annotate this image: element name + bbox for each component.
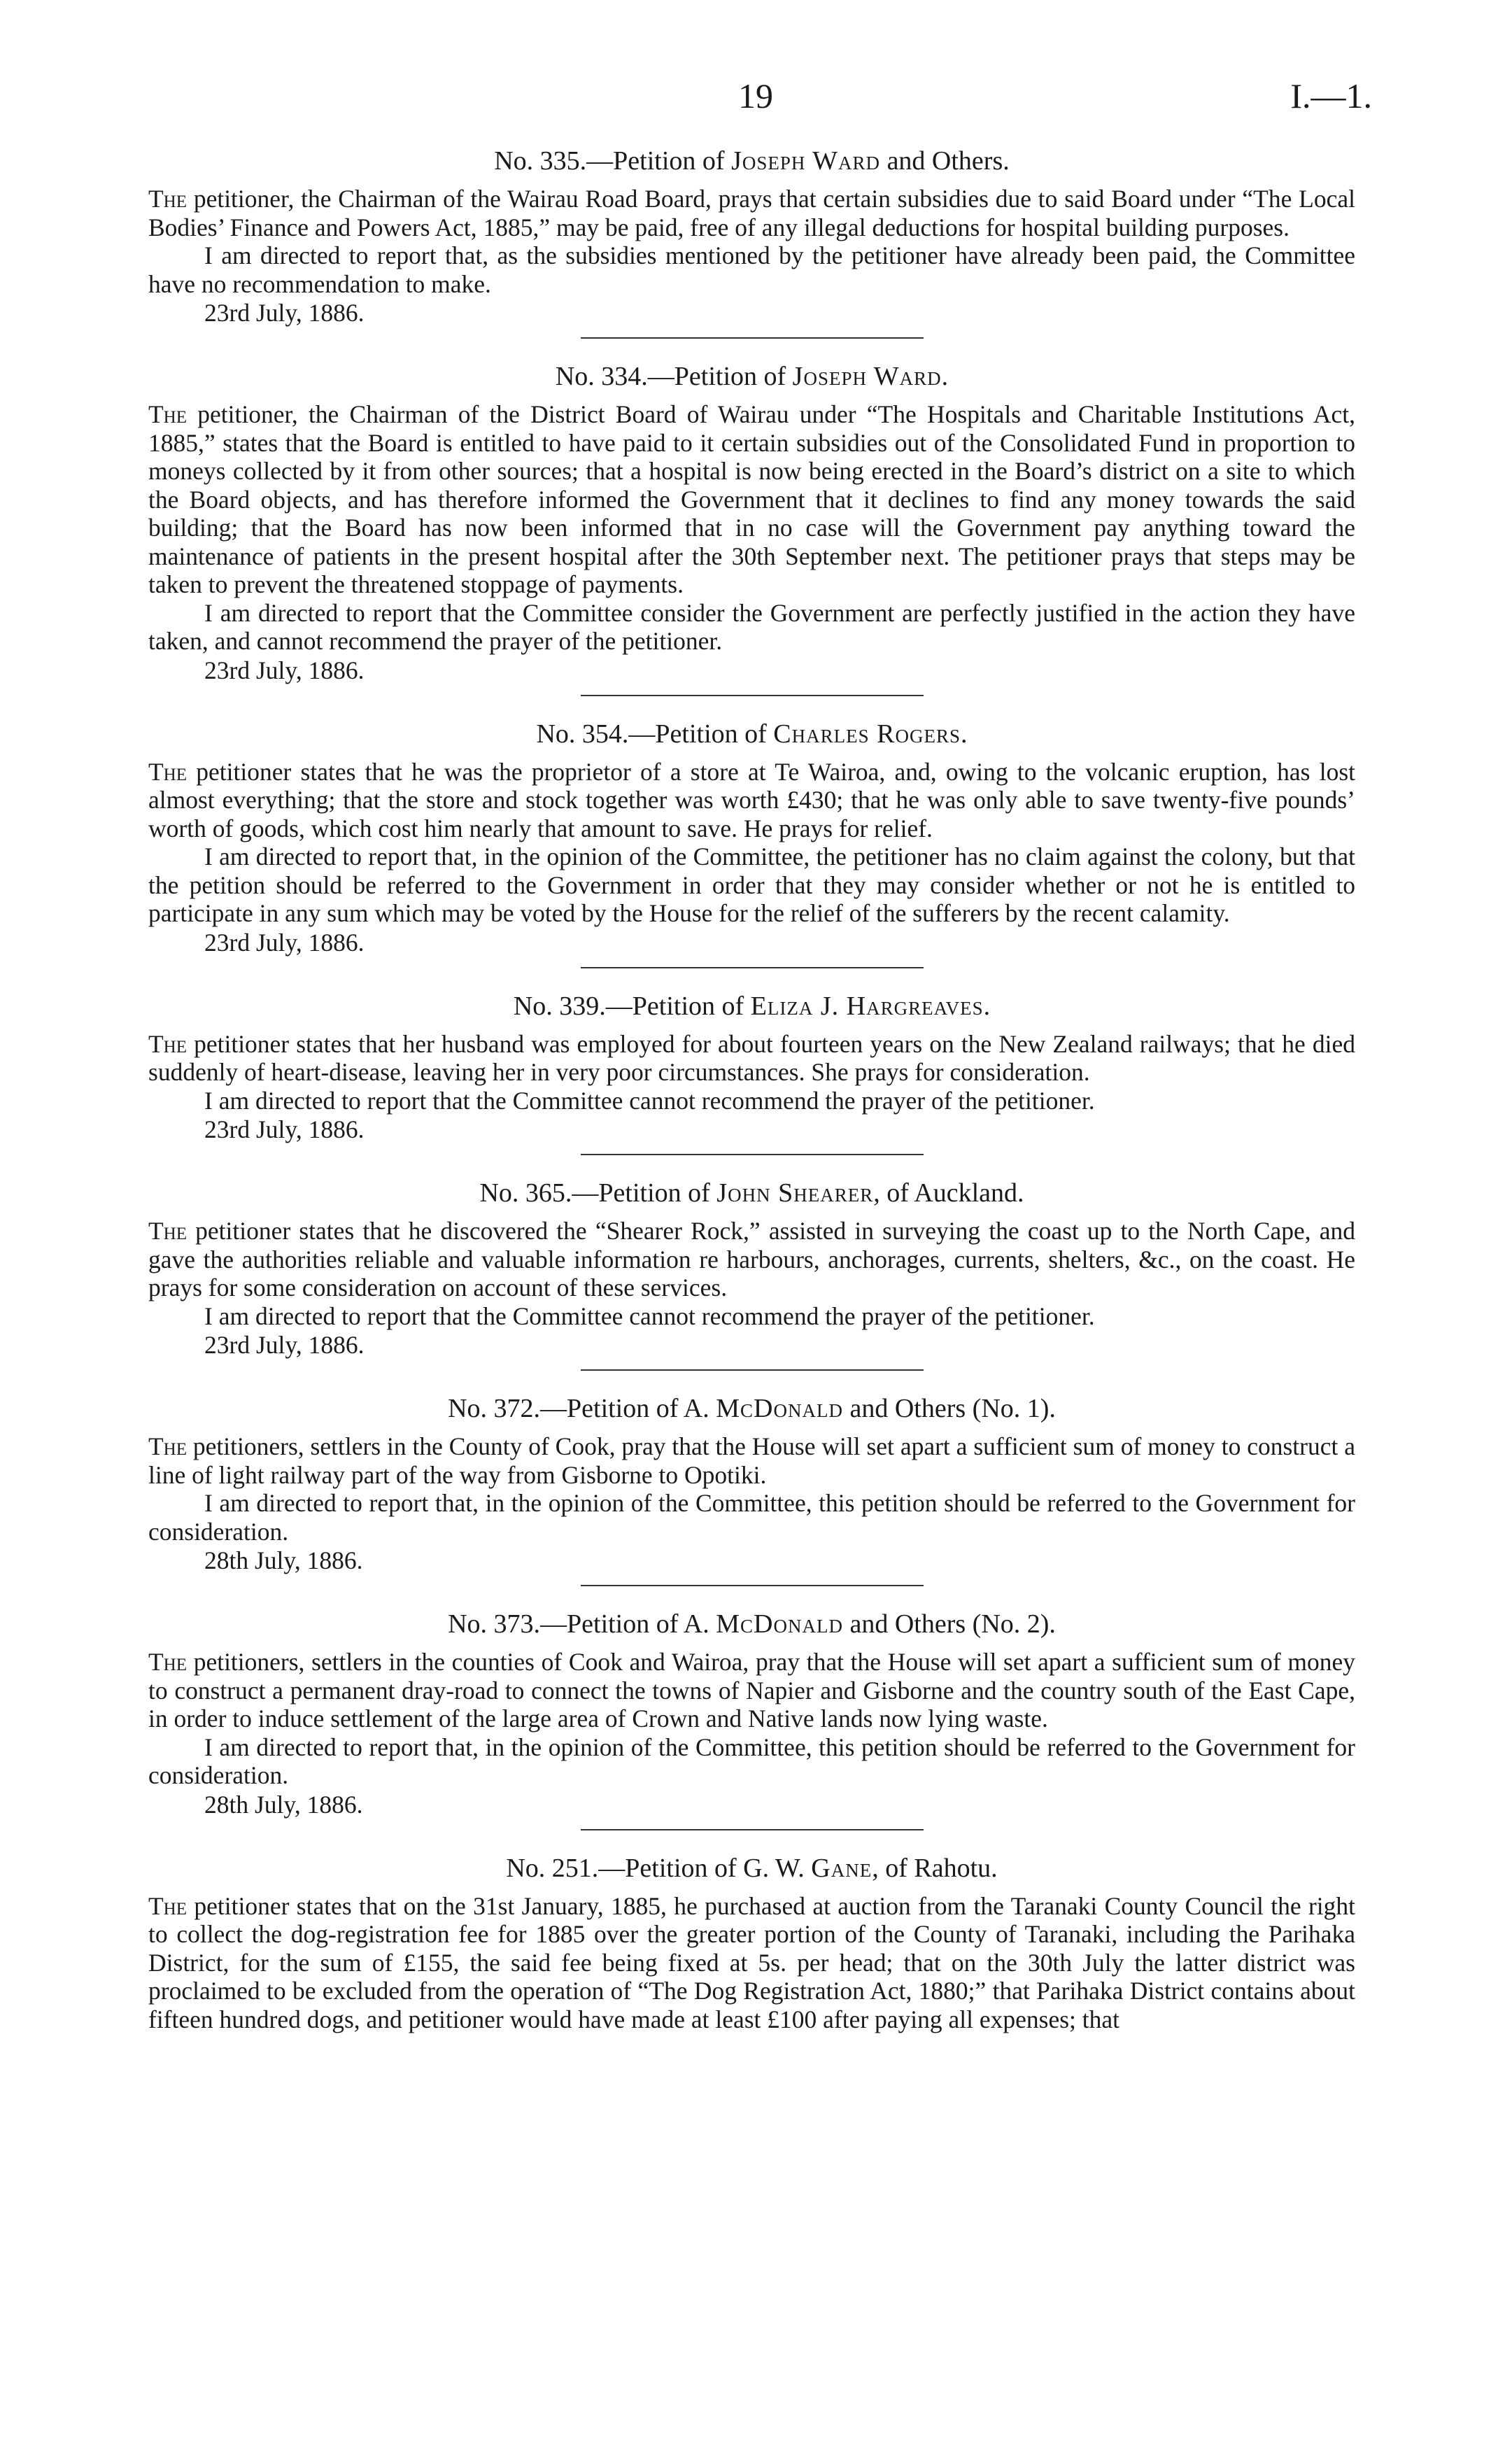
petition-body	[148, 1432, 1355, 1546]
petitioner-name: McDonald	[716, 1609, 843, 1639]
body-text: petitioner states that her husband was employed for about fourteen years on the New Zealand railways; that he died suddenly of heart-disease, leaving her in very poor circumstances. She prays for consideration.	[148, 1029, 1356, 1086]
petition-number: No. 365.—Petition of	[479, 1178, 710, 1208]
petition-date: 28th July, 1886.	[204, 1790, 363, 1819]
petition-text	[148, 1217, 1355, 1302]
petition-number: No. 335.—Petition of	[494, 146, 725, 176]
committee-report: I am directed to report that, as the subsidies mentioned by the petitioner have already been paid, the Committee have no recommendation to make.	[148, 241, 1355, 298]
petition-334	[148, 360, 1355, 696]
petition-text	[148, 400, 1355, 599]
committee-report: I am directed to report that, in the opinion of the Committee, the petitioner has no claim against the colony, but that the petition should be referred to the Government in order that they may consider whether or not he is entitled to participate in any sum which may be voted by the House for the relief of the sufferers by the recent calamity.	[148, 842, 1355, 927]
committee-report: I am directed to report that the Committee consider the Government are perfectly justified in the action they have taken, and cannot recommend the prayer of the petitioner.	[148, 598, 1355, 655]
lead-word: The	[148, 1432, 188, 1460]
lead-word: The	[148, 185, 188, 213]
petition-text	[148, 1432, 1355, 1489]
lead-word: The	[148, 757, 188, 786]
petition-text	[148, 185, 1355, 241]
petition-text	[148, 1648, 1355, 1733]
petition-text	[148, 1892, 1355, 2034]
petition-text	[148, 1030, 1355, 1087]
divider	[581, 337, 924, 339]
document-reference: I.—1.	[1290, 76, 1372, 115]
petitions-list	[148, 144, 1355, 2033]
committee-report: I am directed to report that the Committee cannot recommend the prayer of the petitioner.	[204, 1086, 1095, 1115]
petition-date: 23rd July, 1886.	[204, 656, 365, 684]
petitioner-name: Joseph Ward	[731, 146, 881, 176]
petition-title	[148, 1392, 1355, 1425]
petition-354	[148, 717, 1355, 968]
body-text: petitioner states that he discovered the “Shearer Rock,” assisted in surveying the coast up to the North Cape, and gave the authorities reliable and valuable information re harbours, anchorages, currents, shelters, &c., on the coast. He prays for some consideration on account of these services.	[148, 1217, 1356, 1301]
petition-title	[148, 1851, 1355, 1885]
petition-373	[148, 1607, 1355, 1830]
petition-number: No. 354.—Petition of	[536, 719, 767, 749]
petition-date: 23rd July, 1886.	[204, 928, 365, 957]
petition-date: 23rd July, 1886.	[204, 1115, 365, 1143]
petition-title	[148, 1607, 1355, 1641]
committee-report: I am directed to report that the Committee cannot recommend the prayer of the petitioner.	[204, 1301, 1095, 1330]
lead-word: The	[148, 1891, 188, 1920]
petition-title	[148, 717, 1355, 751]
petition-suffix: , of Auckland.	[873, 1178, 1024, 1208]
body-text: petitioner states that on the 31st January, 1885, he purchased at auction from the Taranaki County Council the right to collect the dog-registration fee for 1885 over the greater portion of the County of Taranaki, including the Parihaka District, for the sum of £155, the said fee being fixed at 5s. per head; that on the 30th July the latter district was proclaimed to be excluded from the operation of “The Dog Registration Act, 1880;” that Parihaka District contains about fifteen hundred dogs, and petitioner would have made at least £100 after paying all expenses; that	[148, 1891, 1356, 2033]
lead-word: The	[148, 1648, 188, 1676]
petition-title	[148, 360, 1355, 393]
petition-suffix: and Others.	[886, 146, 1010, 176]
body-text: petitioner, the Chairman of the Wairau Road Board, prays that certain subsidies due to said Board under “The Local Bodies’ Finance and Powers Act, 1885,” may be paid, free of any illegal deductions for hospital building purposes.	[148, 185, 1355, 241]
petitioner-name: Eliza J. Hargreaves	[750, 991, 984, 1021]
petition-number: No. 251.—Petition of G. W.	[506, 1853, 805, 1883]
petition-date: 23rd July, 1886.	[204, 1331, 365, 1359]
petition-suffix: and Others (No. 1).	[849, 1394, 1056, 1423]
petition-title	[148, 1176, 1355, 1210]
body-text: petitioner states that he was the proprietor of a store at Te Wairoa, and, owing to the volcanic eruption, has lost almost everything; that the store and stock together was worth £430; that he was only able to save twenty-five pounds’ worth of goods, which cost him nearly that amount to save. He prays for relief.	[148, 757, 1355, 842]
petition-date: 23rd July, 1886.	[204, 299, 365, 327]
petition-number: No. 339.—Petition of	[513, 991, 744, 1021]
petition-372	[148, 1392, 1355, 1586]
petition-suffix: , of Rahotu.	[872, 1853, 998, 1883]
petition-number: No. 372.—Petition of A.	[448, 1394, 709, 1423]
petition-suffix: and Others (No. 2).	[849, 1609, 1056, 1639]
petition-suffix: .	[961, 719, 968, 749]
lead-word: The	[148, 1029, 188, 1058]
body-text: petitioners, settlers in the counties of Cook and Wairoa, pray that the House will set apart a sufficient sum of money to construct a permanent dray-road to connect the towns of Napier and Gisborne and the country south of the East Cape, in order to induce settlement of the large area of Crown and Native lands now lying waste.	[148, 1648, 1356, 1732]
petition-text	[148, 758, 1355, 843]
petition-251	[148, 1851, 1355, 2034]
petitioner-name: John Shearer	[716, 1178, 874, 1208]
petition-body	[148, 400, 1355, 656]
body-text: petitioners, settlers in the County of Cook, pray that the House will set apart a sufficient sum of money to construct a line of light railway part of the way from Gisborne to Opotiki.	[148, 1432, 1355, 1489]
petition-body	[148, 185, 1355, 298]
petitioner-name: Charles Rogers	[773, 719, 961, 749]
petition-body	[148, 1030, 1355, 1115]
petition-title	[148, 989, 1355, 1023]
petition-suffix: .	[941, 362, 949, 391]
petition-365	[148, 1176, 1355, 1371]
committee-report: I am directed to report that, in the opinion of the Committee, this petition should be referred to the Government for consideration.	[148, 1732, 1355, 1789]
petition-date: 28th July, 1886.	[204, 1546, 363, 1574]
committee-report: I am directed to report that, in the opinion of the Committee, this petition should be referred to the Government for consideration.	[148, 1489, 1355, 1546]
page-number: 19	[738, 76, 773, 115]
page-header	[0, 76, 1512, 125]
petition-suffix: .	[983, 991, 991, 1021]
petition-339	[148, 989, 1355, 1156]
petition-number: No. 373.—Petition of A.	[448, 1609, 709, 1639]
petition-335	[148, 144, 1355, 339]
petition-body	[148, 1217, 1355, 1330]
petition-number: No. 334.—Petition of	[555, 362, 786, 391]
petition-body	[148, 1648, 1355, 1790]
petitioner-name: McDonald	[716, 1394, 843, 1423]
petition-body	[148, 1892, 1355, 2034]
petition-body	[148, 758, 1355, 928]
lead-word: The	[148, 400, 188, 428]
petitioner-name: Gane	[811, 1853, 872, 1883]
petitioner-name: Joseph Ward	[792, 362, 942, 391]
divider	[581, 1585, 924, 1586]
divider	[581, 967, 924, 968]
divider	[581, 1154, 924, 1155]
divider	[581, 695, 924, 696]
body-text: petitioner, the Chairman of the District Board of Wairau under “The Hospitals and Charitable Institutions Act, 1885,” states that the Board is entitled to have paid to it certain subsidies out of the Consolidated Fund in proportion to moneys collected by it from other sources; that a hospital is now being erected in the Board’s district on a site to which the Board objects, and has therefore informed the Government that it declines to find any money towards the said building; that the Board has now been informed that in no case will the Government pay anything toward the maintenance of patients in the present hospital after the 30th September next. The petitioner prays that steps may be taken to prevent the threatened stoppage of payments.	[148, 400, 1355, 598]
divider	[581, 1829, 924, 1830]
lead-word: The	[148, 1217, 188, 1245]
petition-title	[148, 144, 1355, 178]
divider	[581, 1369, 924, 1371]
